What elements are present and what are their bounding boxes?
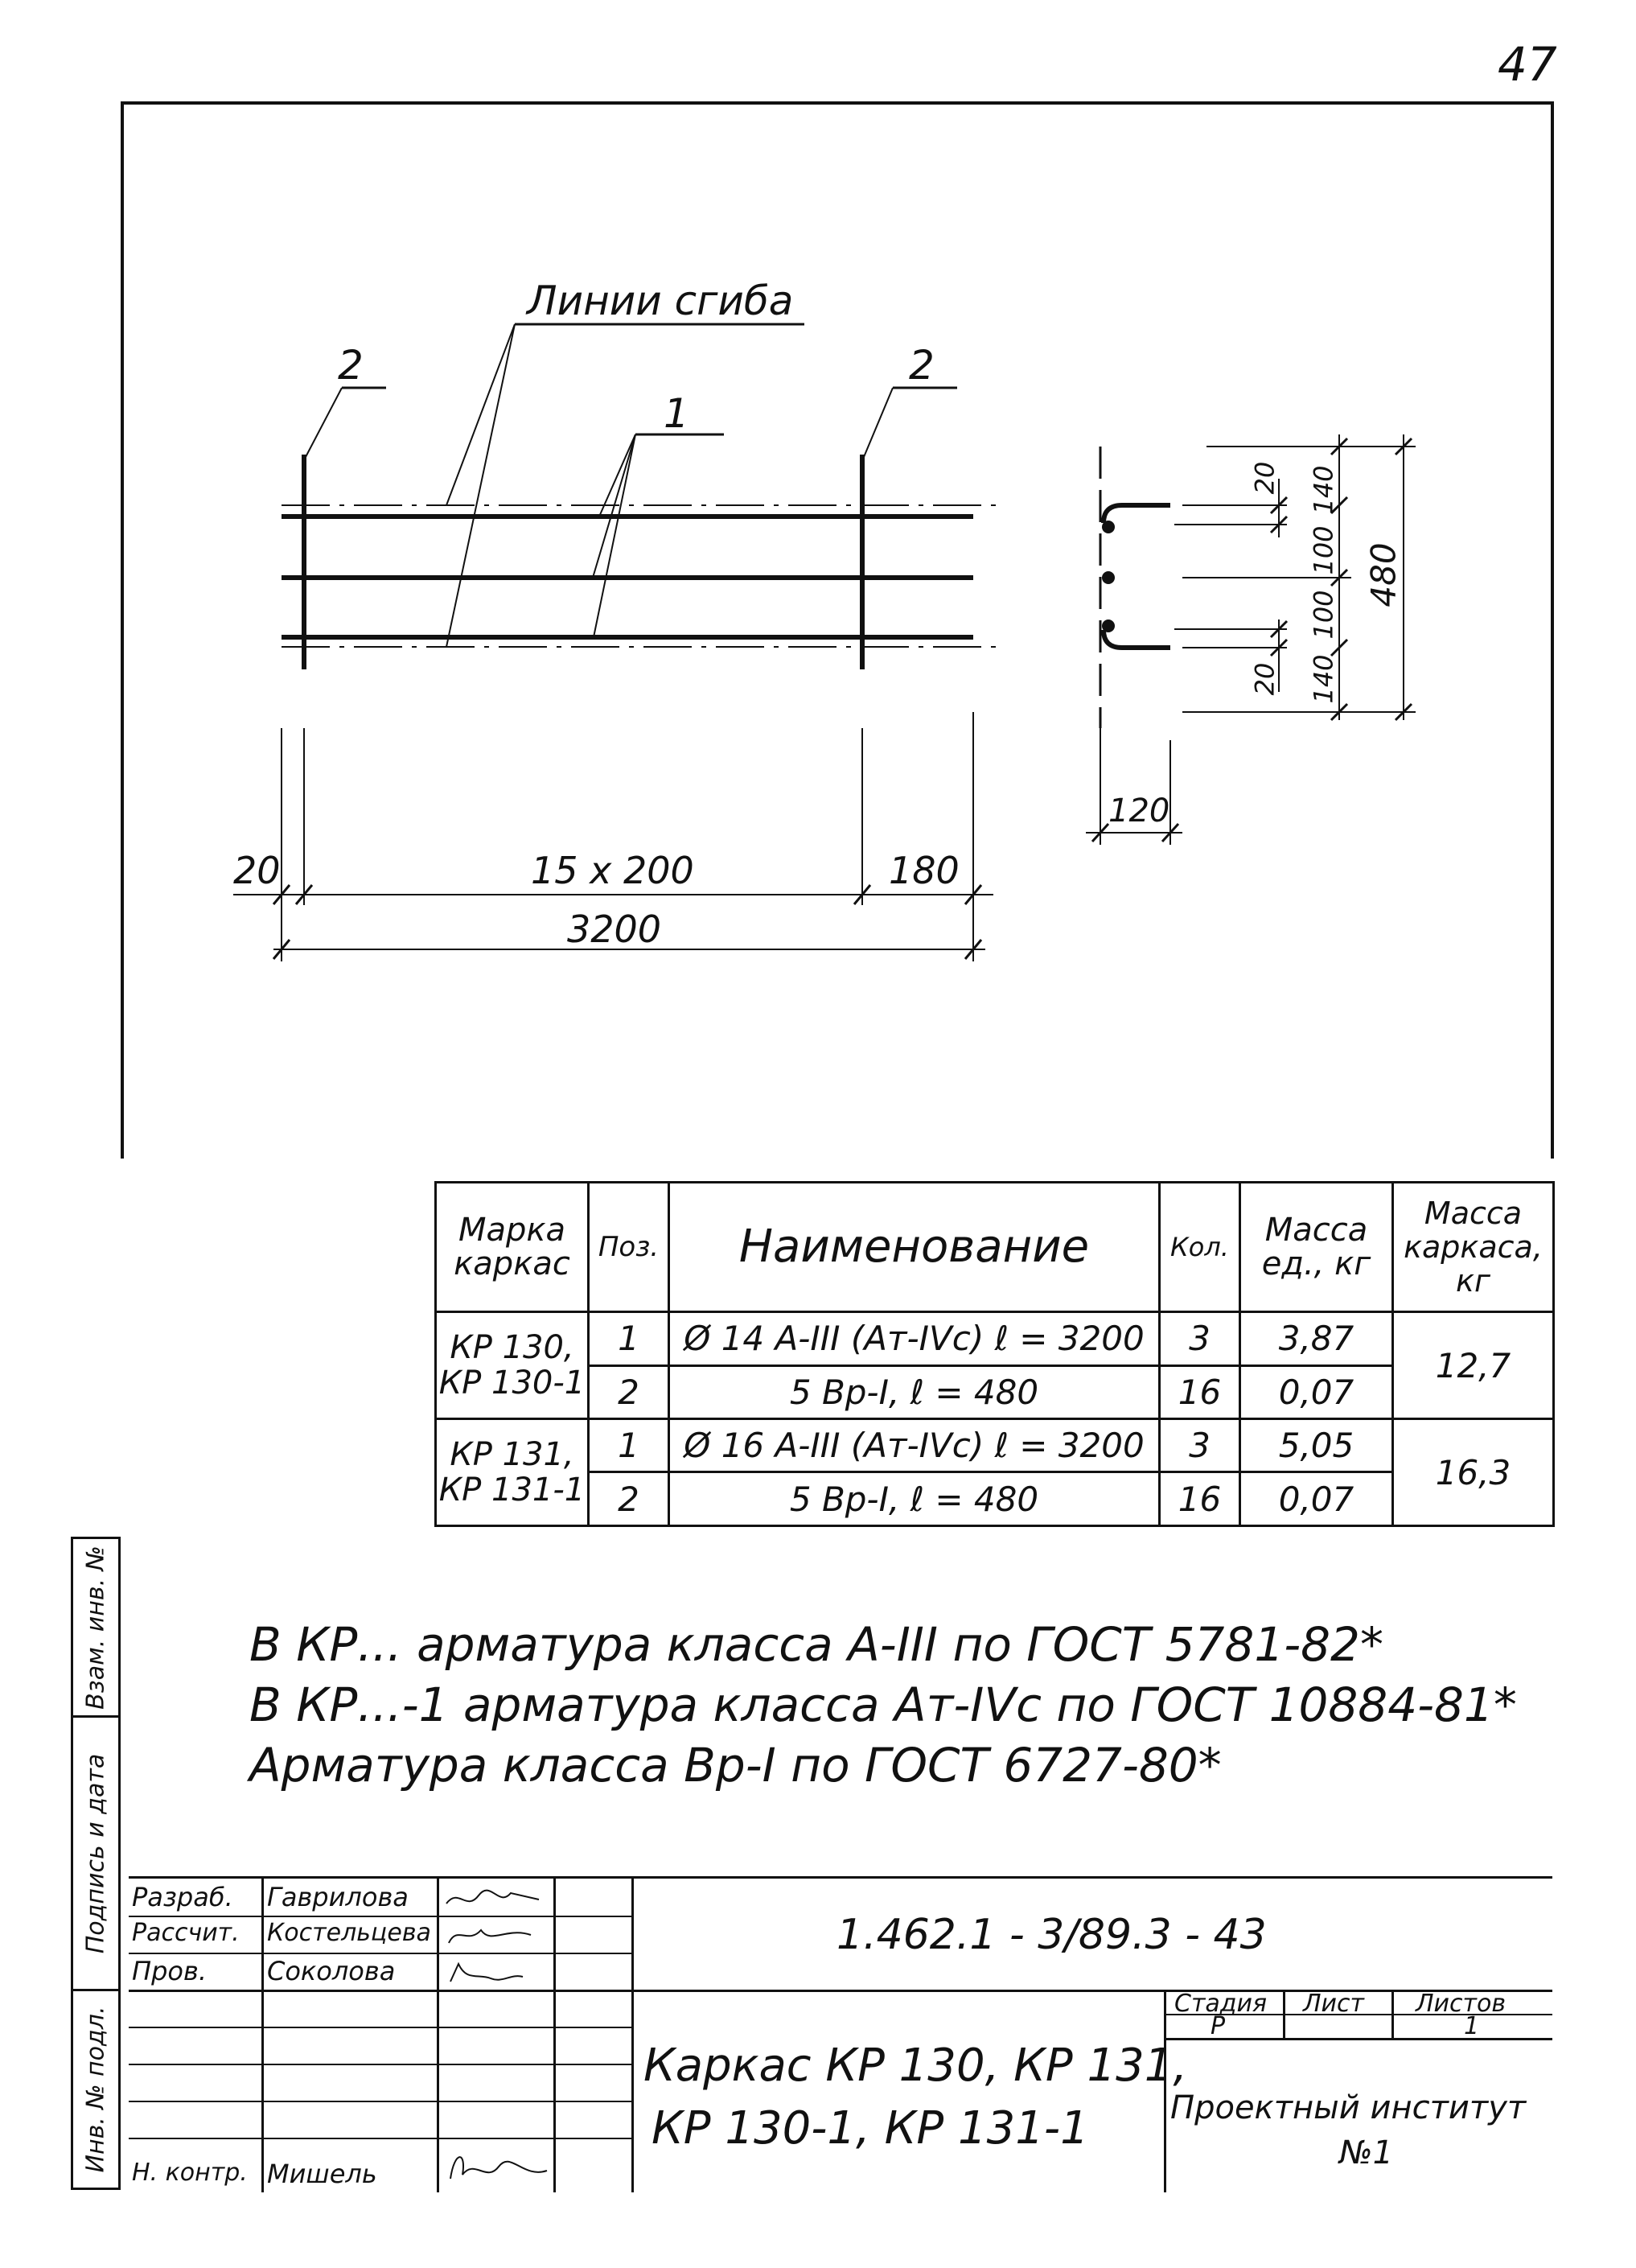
dim-spacing: 15 x 200 (531, 849, 694, 892)
organization-line-2: №1 (1339, 2134, 1394, 2171)
specification-table (434, 1181, 1555, 1527)
cell-frame-mass: 16,3 (1393, 1419, 1554, 1526)
position-2-label-left: 2 (338, 342, 364, 389)
cell-unit-mass: 0,07 (1240, 1365, 1393, 1418)
organization-line-1: Проектный институт (1170, 2089, 1527, 2126)
name-norm-control: Мишель (267, 2159, 377, 2189)
cell-pos: 2 (589, 1365, 669, 1418)
section-bar-top (1104, 505, 1170, 523)
signature-calculated (442, 1920, 547, 1951)
name-calculated: Костельцева (267, 1919, 431, 1947)
cell-unit-mass: 5,05 (1240, 1419, 1393, 1472)
drawing-title-line-2: КР 130-1, КР 131-1 (652, 2102, 1089, 2155)
cell-unit-mass: 3,87 (1240, 1312, 1393, 1365)
side-stamp (71, 1537, 121, 2190)
section-dim-top-cover: 20 (1249, 461, 1280, 495)
cell-name: Ø 16 А-III (Ат-IVс) ℓ = 3200 (669, 1419, 1160, 1472)
section-dim-mid-gap-2: 100 (1308, 590, 1339, 640)
signature-developer (442, 1883, 547, 1914)
side-cell-sign-date (73, 1718, 118, 1991)
dim-left-edge: 20 (233, 849, 281, 892)
section-rebar-bottom (1102, 619, 1115, 632)
sheets-value: 1 (1464, 2012, 1480, 2040)
cell-mark: КР 131, КР 131-1 (436, 1419, 589, 1526)
sheet-label: Лист (1303, 1990, 1365, 2018)
sheets-label: Листов (1416, 1990, 1507, 2018)
dim-total-length: 3200 (567, 908, 662, 951)
dim-right-edge: 180 (889, 849, 960, 892)
table-row (436, 1365, 1554, 1418)
table-row (436, 1312, 1554, 1365)
section-dim-upper-gap: 140 (1308, 465, 1339, 515)
side-cell-replace-inv (73, 1539, 118, 1718)
section-dim-mid-gap-1: 100 (1308, 525, 1339, 575)
section-dim-overall: 480 (1363, 542, 1404, 607)
note-line-2: В КР...-1 арматура класса Ат-IVс по ГОСТ 10884-81* (249, 1677, 1517, 1732)
stage-value: Р (1211, 2012, 1226, 2040)
signature-checked (442, 1957, 547, 1988)
section-dim-lower-gap: 140 (1308, 654, 1339, 704)
stage-label: Стадия (1174, 1990, 1268, 2018)
side-cell-inv-orig (73, 1991, 118, 2188)
bend-lines-label: Линии сгиба (527, 278, 794, 324)
role-calculated: Рассчит. (132, 1919, 240, 1947)
section-dim-bottom-cover: 20 (1249, 662, 1280, 696)
title-block (129, 1876, 1552, 2192)
section-dim-width: 120 (1108, 792, 1170, 829)
section-rebar-top (1102, 521, 1115, 533)
document-code: 1.462.1 - 3/89.3 - 43 (836, 1911, 1267, 1959)
cell-name: Ø 14 А-III (Ат-IVс) ℓ = 3200 (669, 1312, 1160, 1365)
header-pos: Поз. (589, 1183, 669, 1312)
section-rebar-middle (1102, 571, 1115, 584)
cell-mark: КР 130, КР 130-1 (436, 1312, 589, 1419)
header-mark: Марка каркас (436, 1183, 589, 1312)
side-label-replace-inv: Взам. инв. № (81, 1545, 110, 1710)
cell-frame-mass: 12,7 (1393, 1312, 1554, 1419)
role-checked: Пров. (132, 1956, 207, 1986)
cell-qty: 3 (1160, 1419, 1240, 1472)
table-row (436, 1419, 1554, 1472)
header-frame-mass: Масса каркаса, кг (1393, 1183, 1554, 1312)
section-bar-bottom (1104, 630, 1170, 648)
note-line-1: В КР... арматура класса А-III по ГОСТ 5781-82* (249, 1617, 1383, 1672)
header-name: Наименование (669, 1183, 1160, 1312)
cell-name: 5 Вр-I, ℓ = 480 (669, 1365, 1160, 1418)
cell-unit-mass: 0,07 (1240, 1472, 1393, 1526)
note-line-3: Арматура класса Вр-I по ГОСТ 6727-80* (249, 1738, 1222, 1793)
cell-qty: 16 (1160, 1365, 1240, 1418)
table-row (436, 1472, 1554, 1526)
header-qty: Кол. (1160, 1183, 1240, 1312)
position-1-label: 1 (664, 390, 689, 437)
signature-norm-control (442, 2142, 555, 2191)
name-developer: Гаврилова (267, 1882, 409, 1912)
cell-qty: 3 (1160, 1312, 1240, 1365)
table-header-row (436, 1183, 1554, 1312)
role-norm-control: Н. контр. (132, 2159, 248, 2187)
header-unit-mass: Масса ед., кг (1240, 1183, 1393, 1312)
sheet-number: 47 (1498, 37, 1557, 92)
side-label-sign-date: Подпись и дата (81, 1753, 110, 1953)
cell-qty: 16 (1160, 1472, 1240, 1526)
side-label-inv-orig: Инв. № подл. (81, 2006, 110, 2173)
cell-pos: 1 (589, 1419, 669, 1472)
name-checked: Соколова (267, 1956, 396, 1986)
cell-pos: 1 (589, 1312, 669, 1365)
role-developer: Разраб. (132, 1882, 233, 1912)
cell-name: 5 Вр-I, ℓ = 480 (669, 1472, 1160, 1526)
cell-pos: 2 (589, 1472, 669, 1526)
drawing-title-line-1: Каркас КР 130, КР 131, (643, 2040, 1188, 2092)
position-2-label-right: 2 (909, 342, 935, 389)
